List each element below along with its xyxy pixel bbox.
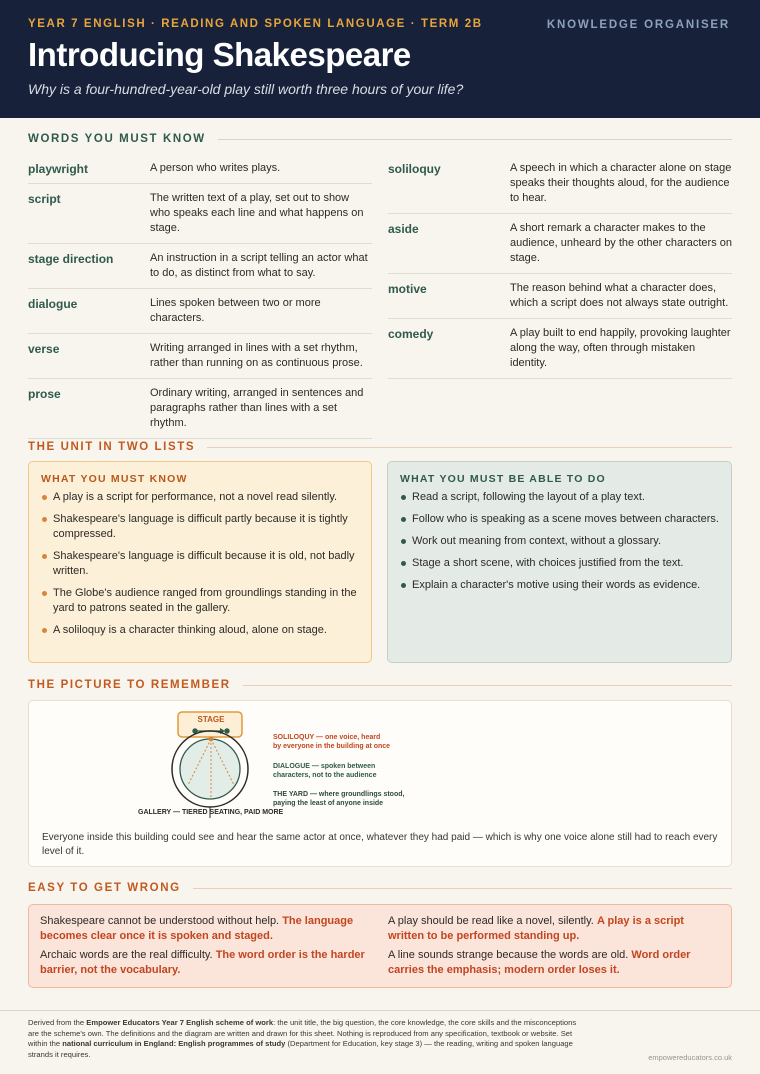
list-item: Stage a short scene, with choices justified from the text.: [400, 556, 719, 571]
yard-label-line2: paying the least of anyone inside: [273, 800, 384, 807]
vocab-section-heading: WORDS YOU MUST KNOW: [28, 133, 732, 145]
vocab-term: prose: [28, 387, 61, 401]
vocab-definition: A speech in which a character alone on stage speaks their thoughts aloud, for the audience to hear.: [510, 162, 732, 204]
misconception-item: [388, 948, 723, 978]
dialogue-label-line2: characters, not to the audience: [273, 772, 377, 779]
list-item: Explain a character's motive using their words as evidence.: [400, 578, 719, 593]
misconception-item: [388, 914, 723, 944]
misconception-item: [40, 914, 375, 944]
source-note: Derived from the Empower Educators Year 7 English scheme of work: the unit title, the big question, the core knowledge, the core skills and the misconceptions are the scheme's own. The definitions and the diagram are written and drawn for this sheet. Nothing is reproduced from any specification, textbook or website. Set within the national curriculum in England: English programmes of study (Department for Education, key stage 3) — the reading, writing and spoken language strands it requires.: [28, 1018, 577, 1059]
website-link[interactable]: empowereducators.co.uk: [648, 1053, 732, 1062]
vocab-term: script: [28, 192, 61, 206]
lists-section-heading: THE UNIT IN TWO LISTS: [28, 441, 732, 453]
misconception-correction: The language becomes clear once it is spoken and staged.: [40, 915, 354, 942]
divider: [193, 888, 732, 889]
vocab-term: aside: [388, 222, 419, 236]
misconception-correction: Word order carries the emphasis; modern order loses it.: [388, 949, 691, 976]
vocab-term: motive: [388, 282, 427, 296]
vocab-term: playwright: [28, 162, 89, 176]
vocab-definition: A play built to end happily, provoking laughter along the way, often through mistaken identity.: [510, 327, 731, 369]
vocab-definition: Ordinary writing, arranged in sentences and paragraphs rather than lines with a set rhythm.: [150, 387, 364, 429]
unit-eyebrow: YEAR 7 ENGLISH · READING AND SPOKEN LANGUAGE · TERM 2B: [28, 18, 483, 30]
scheme-name: Empower Educators Year 7 English scheme of work: [86, 1018, 274, 1027]
misconception-claim: A line sounds strange because the words are old.: [388, 949, 629, 961]
vocab-definition: A short remark a character makes to the audience, unheard by the other characters on stage.: [510, 222, 732, 264]
vocab-term: dialogue: [28, 297, 78, 311]
misconceptions-panel: [28, 904, 732, 988]
vocab-definition: The written text of a play, set out to show who speaks each line and what happens on stage.: [150, 192, 364, 234]
list-item: Shakespeare's language is difficult partly because it is tightly compressed.: [41, 512, 359, 542]
vocab-term: stage direction: [28, 252, 114, 266]
stage-label: STAGE: [197, 715, 225, 724]
vocab-definition: An instruction in a script telling an actor what to do, as distinct from what to say.: [150, 252, 368, 279]
misconceptions-section-heading: EASY TO GET WRONG: [28, 882, 732, 894]
vocab-definition: Lines spoken between two or more characters.: [150, 297, 321, 324]
dialogue-label: DIALOGUE — spoken between: [273, 763, 376, 770]
document-type-label: KNOWLEDGE ORGANISER: [546, 19, 730, 31]
gallery-label: GALLERY — TIERED SEATING, PAID MORE: [138, 809, 284, 816]
soliloquy-label-line2: by everyone in the building at once: [273, 743, 391, 750]
misconception-correction: The word order is the harder barrier, not the vocabulary.: [40, 949, 365, 976]
footer-divider: [0, 1010, 760, 1011]
curriculum-name: national curriculum in England: English programmes of study: [62, 1039, 286, 1048]
diagram-caption: Everyone inside this building could see and hear the same actor at once, whatever they had paid — which is why one voice alone still had to reach every level of it.: [42, 832, 718, 857]
list-item: Shakespeare's language is difficult because it is old, not badly written.: [41, 549, 359, 579]
vocab-term: soliloquy: [388, 162, 441, 176]
misconception-item: [40, 948, 375, 978]
list-item: A play is a script for performance, not a novel read silently.: [41, 490, 359, 505]
actor-dot: [224, 728, 229, 733]
vocab-definition: A person who writes plays.: [150, 162, 281, 174]
soliloquy-label: SOLILOQUY — one voice, heard: [273, 734, 381, 741]
know-list-heading: WHAT YOU MUST KNOW: [41, 473, 188, 485]
vocab-term: verse: [28, 342, 60, 356]
misconception-claim: Shakespeare cannot be understood without help.: [40, 915, 280, 927]
vocab-term: comedy: [388, 327, 434, 341]
misconception-claim: A play should be read like a novel, silently.: [388, 915, 594, 927]
picture-section-heading: THE PICTURE TO REMEMBER: [28, 679, 732, 691]
vocab-definition: Writing arranged in lines with a set rhythm, rather than running on as continuous prose.: [150, 342, 363, 369]
list-item: The Globe's audience ranged from groundlings standing in the yard to patrons seated in the gallery.: [41, 586, 359, 616]
yard-label: THE YARD — where groundlings stood,: [273, 791, 405, 798]
list-item: Work out meaning from context, without a glossary.: [400, 534, 719, 549]
misconception-correction: A play is a script written to be performed standing up.: [388, 915, 684, 942]
list-item: Read a script, following the layout of a play text.: [400, 490, 719, 505]
vocab-definition: The reason behind what a character does, which a script does not always state outright.: [510, 282, 729, 309]
skills-list-heading: WHAT YOU MUST BE ABLE TO DO: [400, 473, 606, 485]
list-item: A soliloquy is a character thinking aloud, alone on stage.: [41, 623, 359, 638]
big-question: Why is a four-hundred-year-old play still worth three hours of your life?: [28, 81, 464, 97]
misconception-claim: Archaic words are the real difficulty.: [40, 949, 213, 961]
list-item: Follow who is speaking as a scene moves between characters.: [400, 512, 719, 527]
yard-circle: [180, 739, 240, 799]
page-title: Introducing Shakespeare: [28, 36, 411, 73]
